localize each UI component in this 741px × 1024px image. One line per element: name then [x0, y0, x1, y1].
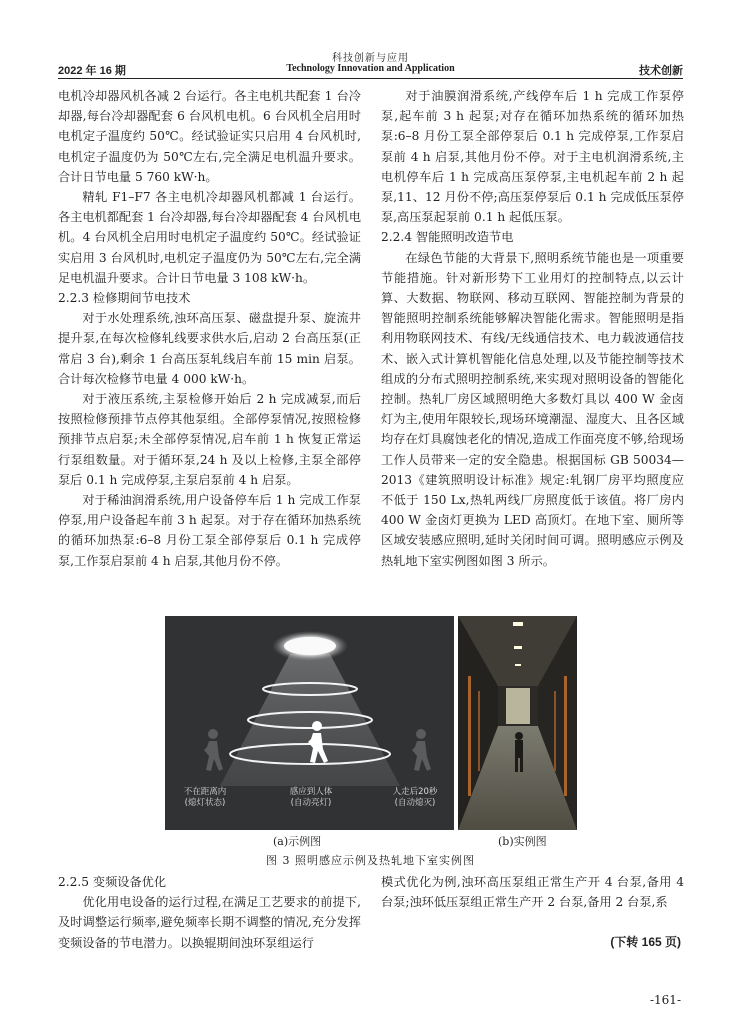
- figure-panel-b-photo: [458, 616, 577, 830]
- paragraph: 模式优化为例,浊环高压泵组正常生产开 4 台泵,备用 4 台泵;浊环低压泵组正常生产开 2 台泵,备用 2 台泵,系: [381, 875, 684, 910]
- paragraph: 在绿色节能的大背景下,照明系统节能也是一项重要节能措施。针对新形势下工业用灯的控制特点,以云计算、大数据、物联网、移动互联网、智能控制为背景的智能照明控制系统能够解决智能化需求。智能照明是指利用物联网技术、有线/无线通信技术、电力载波通信技术、嵌入式计算机智能化信息处理,以及节能控制等技术组成的分布式照明控制系统,来实现对照明设备的智能化控制。热轧厂房区域照明绝大多数灯具以 400 W 金卤灯为主,使用年限较长,现场环境潮湿、湿度大、且各区域均存在灯具腐蚀老化的情况,造成工作面亮度不够,给现场工作人员带来一定的安全隐患。根据国标 GB 50034—2013《建筑照明设计标准》规定:轧钢厂房平均照度应不低于 150 Lx,热轧两线厂房照度低于该值。将厂房内 400 W 金卤灯更换为 LED 高顶灯。在地下室、厕所等区域安装感应照明,延时关闭时间可调。照明感应示例及热轧地下室实例图如图 3 所示。: [381, 250, 684, 568]
- label-after-leave: 人走后20秒: [392, 787, 438, 797]
- paragraph: 对于稀油润滑系统,用户设备停车后 1 h 完成工作泵停泵,用户设备起车前 3 h 起泵。对于存在循环加热系统的循环加热泵:6–8 月份工泵全部停泵后 0.1 h 完成停泵,工作泵启泵前 4 h 启泵,其他月份不停。: [58, 493, 361, 568]
- figure-title: 图 3 照明感应示例及热轧地下室实例图: [266, 854, 475, 867]
- journal-name-cn: 科技创新与应用: [332, 53, 409, 64]
- label-detected: 感应到人体: [289, 787, 333, 797]
- paragraph: 精轧 F1–F7 各主电机冷却器风机都减 1 台运行。各主电机都配套 1 台冷却器,每台冷却器配套 4 台风机电机。4 台风机全启用时电机定子温度约 50℃。经试验证实启用 3 台风机时,电机定子温度仍为 50℃左右,完全满足电机温升要求。合计日节电量 3 108 kW·h。: [58, 190, 362, 285]
- sensor-light-illustration: [165, 616, 454, 830]
- section-heading: 2.2.5 变频设备优化: [58, 875, 167, 889]
- section-heading: 2.2.3 检修期间节电技术: [58, 291, 191, 306]
- label-out-of-range: 不在距离内: [183, 787, 227, 797]
- paragraph: 对于水处理系统,浊环高压泵、磁盘提升泵、旋流井提升泵,在每次检修轧线要求供水后,启动 2 台高压泵(正常启 3 台),剩余 1 台高压泵轧线启车前 15 min 启泵。合计每次检修节电量 4 000 kW·h。: [58, 311, 361, 386]
- continued-note: (下转 165 页): [610, 935, 681, 949]
- header-rule: [58, 78, 683, 79]
- paragraph: 对于油膜润滑系统,产线停车后 1 h 完成工作泵停泵,起车前 3 h 起泵;对存在循环加热系统的循环加热泵:6–8 月份工泵全部停泵后 0.1 h 完成停泵,工作泵启泵前 4 h 启泵,其他月份不停。对于主电机润滑系统,主电机停车后 1 h 完成高压泵停泵,主电机起车前 2 h 起泵,11、12 月份不停;高压泵停泵后 0.1 h 完成低压泵停泵,高压泵起泵前 0.1 h 起低压泵。: [381, 89, 684, 225]
- paragraph: 优化用电设备的运行过程,在满足工艺要求的前提下,及时调整运行频率,避免频率长期不调整的情况,充分发挥变频设备的节电潜力。以换辊期间浊环泵组运行: [58, 895, 361, 950]
- right-column-bottom: [381, 872, 684, 912]
- figure-panel-a: [165, 616, 454, 830]
- page-number: -161-: [649, 993, 681, 1007]
- caption-a: (a)示例图: [273, 835, 322, 848]
- right-column-top: [381, 86, 684, 571]
- paragraph: 对于液压系统,主泵检修开始后 2 h 完成减泵,而后按照检修预排节点停其他泵组。全部停泵情况,按照检修预排节点启泵;未全部停泵情况,启车前 1 h 恢复正常运行泵组数量。对于循环泵,24 h 及以上检修,主泵全部停泵后 0.1 h 完成停泵,主泵启泵前 4 h 启泵。: [58, 392, 361, 487]
- journal-name-en: Technology Innovation and Application: [286, 63, 455, 74]
- left-column-top: [58, 86, 361, 571]
- section-label: 技术创新: [639, 65, 683, 77]
- basement-corridor-photo: [458, 616, 577, 830]
- label-detected-state: (自动亮灯): [290, 798, 332, 808]
- left-column-bottom: [58, 872, 361, 953]
- label-out-of-range-state: (熄灯状态): [184, 798, 226, 808]
- paragraph: 电机冷却器风机各减 2 台运行。各主电机共配套 1 台冷却器,每台冷却器配套 6 台风机电机。6 台风机全启用时电机定子温度约 50℃。经试验证实只启用 4 台风机时,电机定子温度仍为 50℃左右,完全满足电机温升要求。合计日节电量 5 760 kW·h。: [58, 89, 361, 184]
- figure-3: [165, 616, 577, 830]
- issue-label: 2022 年 16 期: [58, 65, 126, 77]
- section-heading: 2.2.4 智能照明改造节电: [381, 230, 514, 245]
- label-after-leave-state: (自动熄灭): [394, 798, 436, 808]
- caption-b: (b)实例图: [498, 835, 547, 848]
